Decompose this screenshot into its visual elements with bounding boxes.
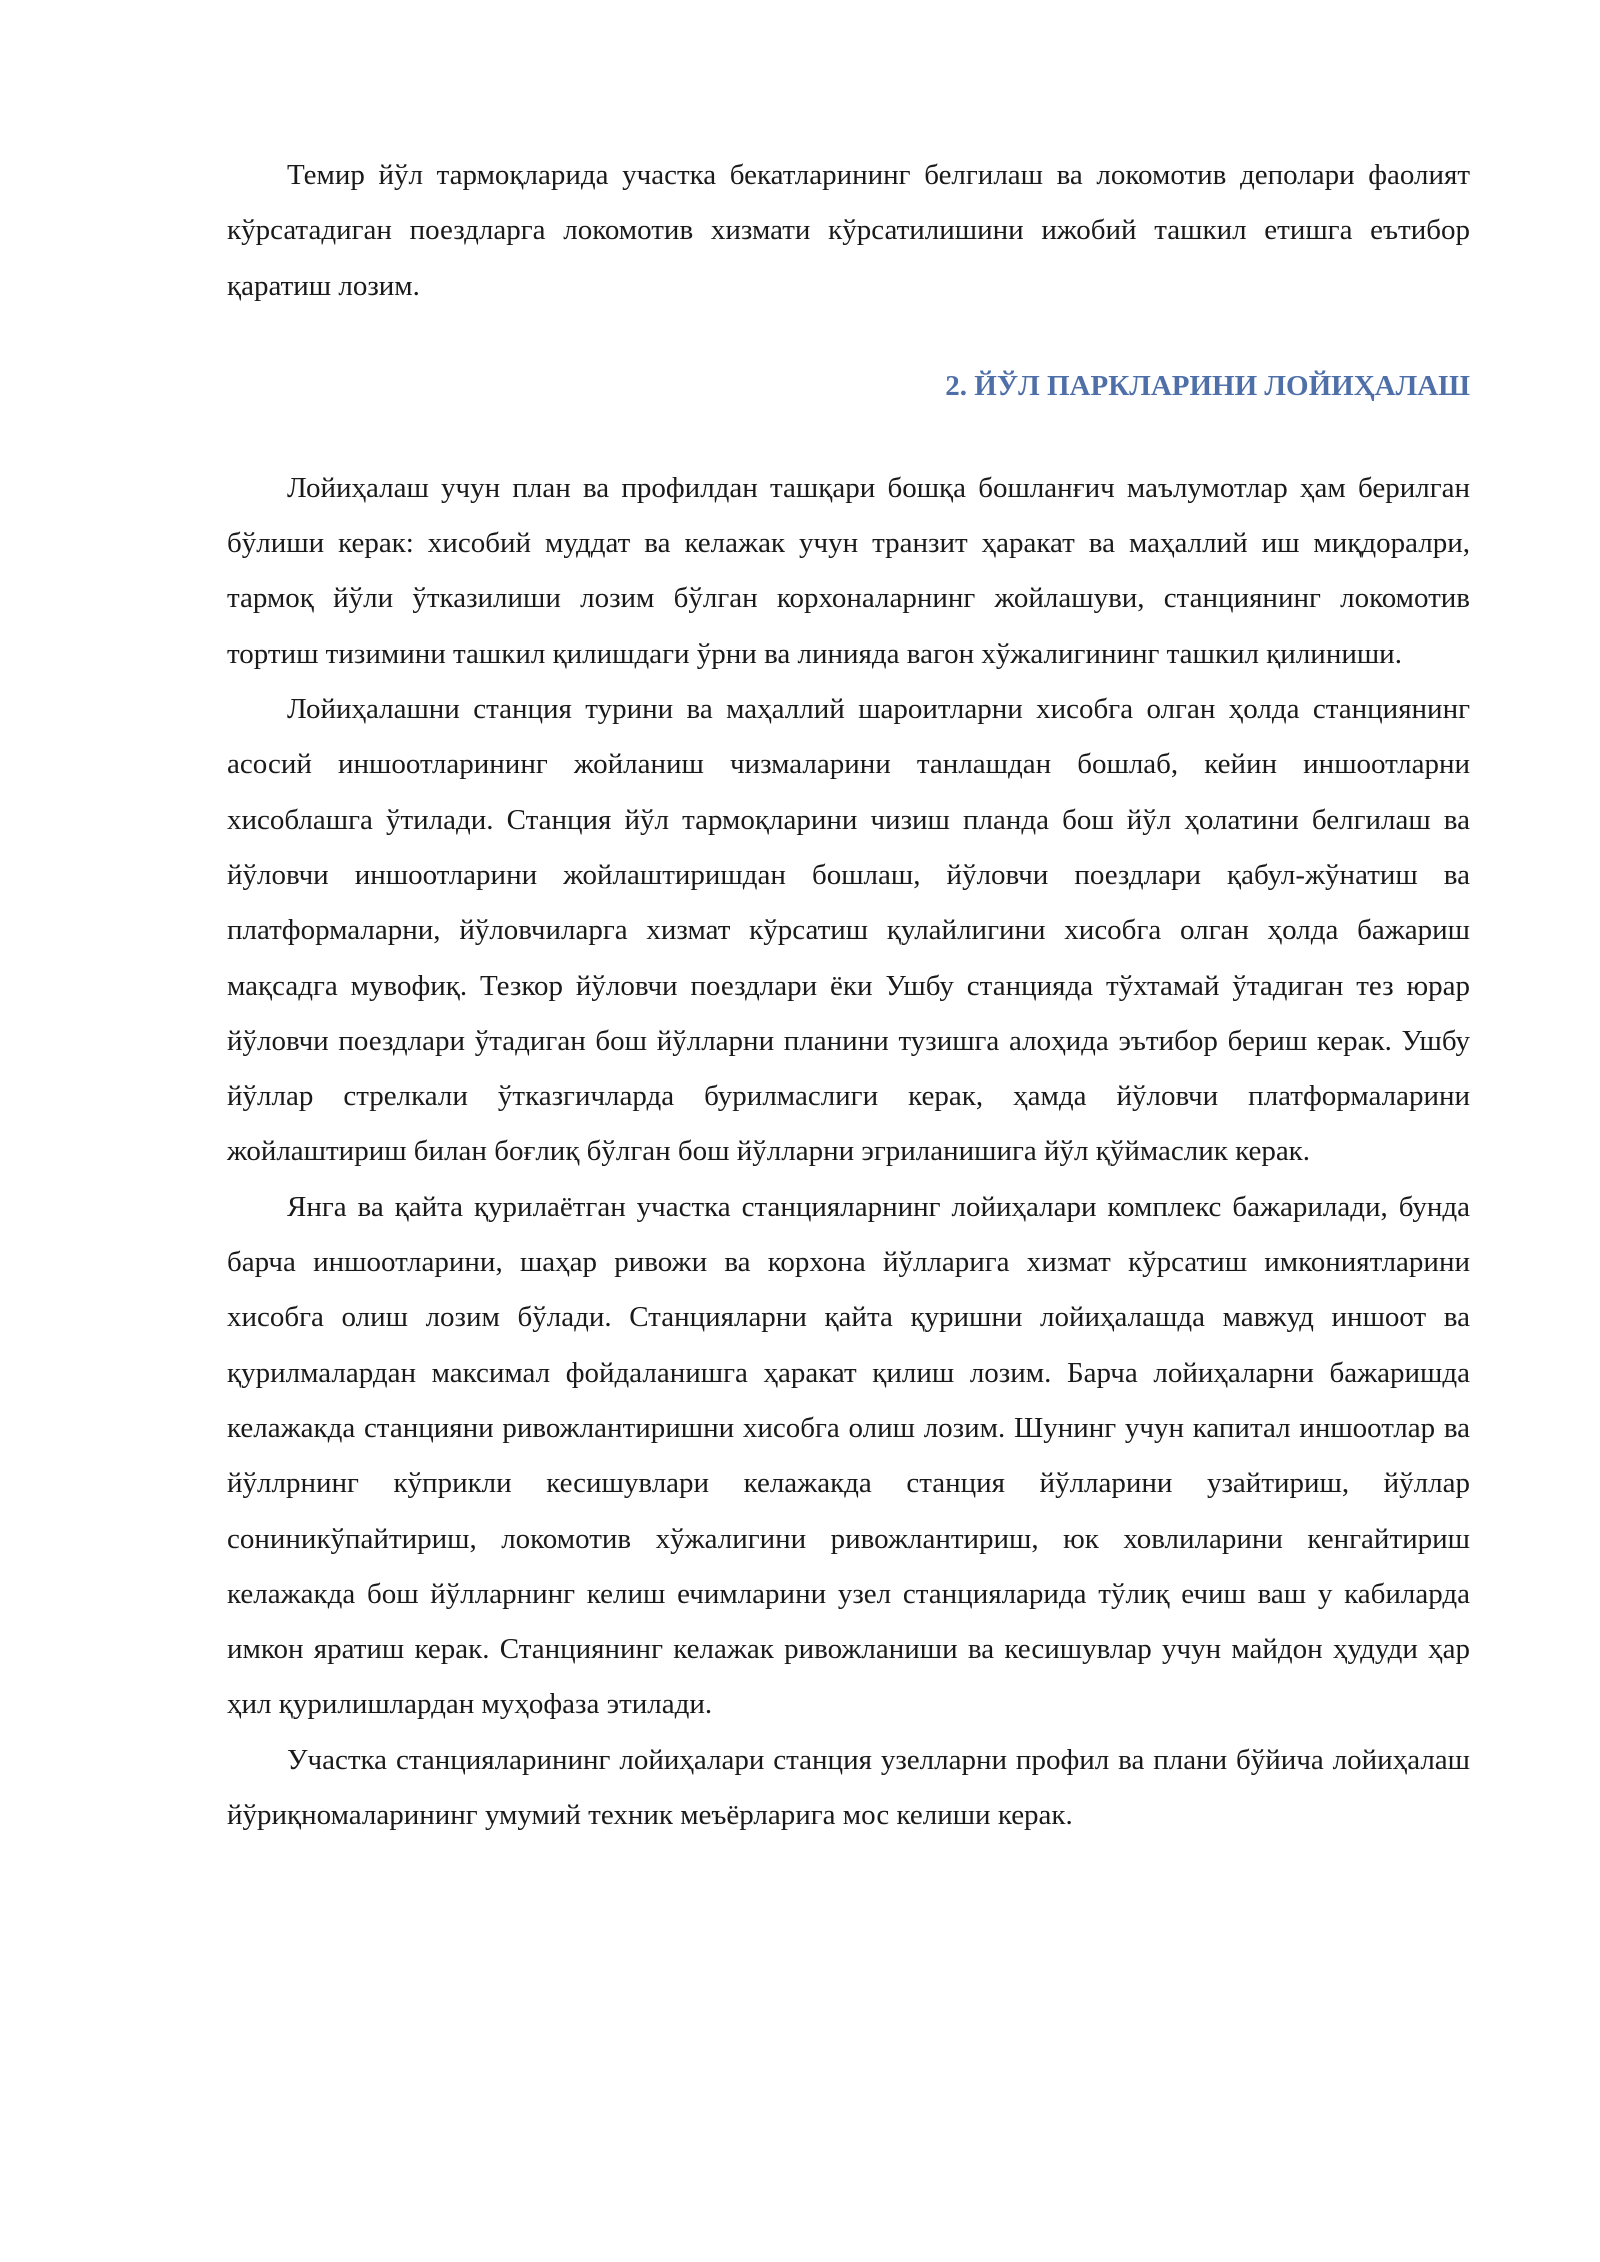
intro-paragraph: Темир йўл тармоқларида участка бекатларининг белгилаш ва локомотив деполари фаолият кўрсатадиган поездларга локомотив хизмати кўрсатилишини ижобий ташкил етишга еътибор қаратиш лозим. bbox=[227, 159, 1470, 302]
body-paragraph-2: Лойиҳалашни станция турини ва маҳаллий шароитларни хисобга олган ҳолда станциянинг асосий иншоотларининг жойланиш чизмаларини танлашдан бошлаб, кейин иншоотларни хисоблашга ўтилади. Станция йўл тармоқларини чизиш планда бош йўл ҳолатини белгилаш ва йўловчи иншоотларини жойлаштиришдан бошлаш, йўловчи поездлари қабул-жўнатиш ва платформаларни, йўловчиларга хизмат кўрсатиш қулайлигини хисобга олган ҳолда бажариш мақсадга мувофиқ. Тезкор йўловчи поездлари ёки Ушбу станцияда тўхтамай ўтадиган тез юрар йўловчи поездлари ўтадиган бош йўлларни планини тузишга алоҳида эътибор бериш керак. Ушбу йўллар стрелкали ўтказгичларда бурилмаслиги керак, ҳамда йўловчи платформаларини жойлаштириш билан боғлиқ бўлган бош йўлларни эгриланишига йўл қўймаслик керак. bbox=[227, 693, 1470, 1168]
body-paragraph-3: Янга ва қайта қурилаётган участка станцияларнинг лойиҳалари комплекс бажарилади, бунда барча иншоотларини, шаҳар ривожи ва корхона йўлларига хизмат кўрсатиш имкониятларини хисобга олиш лозим бўлади. Станцияларни қайта қуришни лойиҳалашда мавжуд иншоот ва қурилмалардан максимал фойдаланишга ҳаракат қилиш лозим. Барча лойиҳаларни бажаришда келажакда станцияни ривожлантиришни хисобга олиш лозим. Шунинг учун капитал иншоотлар ва йўллрнинг кўприкли кесишувлари келажакда станция йўлларини узайтириш, йўллар сониникўпайтириш, локомотив хўжалигини ривожлантириш, юк ховлиларини кенгайтириш келажакда бош йўлларнинг келиш ечимларини узел станцияларида тўлиқ ечиш ваш у кабиларда имкон яратиш керак. Станциянинг келажак ривожланиши ва кесишувлар учун майдон ҳудуди ҳар ҳил қурилишлардан муҳофаза этилади. bbox=[227, 1190, 1470, 1721]
body-paragraph-1: Лойиҳалаш учун план ва профилдан ташқари бошқа бошланғич маълумотлар ҳам берилган бўлиши керак: хисобий муддат ва келажак учун транзит ҳаракат ва маҳаллий иш миқдоралри, тармоқ йўли ўтказилиши лозим бўлган корхоналарнинг жойлашуви, станциянинг локомотив тортиш тизимини ташкил қилишдаги ўрни ва линияда вагон хўжалигининг ташкил қилиниши. bbox=[227, 471, 1470, 670]
document-body bbox=[227, 148, 1470, 1843]
section-heading: 2. ЙЎЛ ПАРКЛАРИНИ ЛОЙИҲАЛАШ bbox=[945, 369, 1470, 402]
body-paragraph-4: Участка станцияларининг лойиҳалари станция узелларни профил ва плани бўйича лойиҳалаш йўриқномаларининг умумий техник меъёрларига мос келиши керак. bbox=[227, 1743, 1470, 1832]
